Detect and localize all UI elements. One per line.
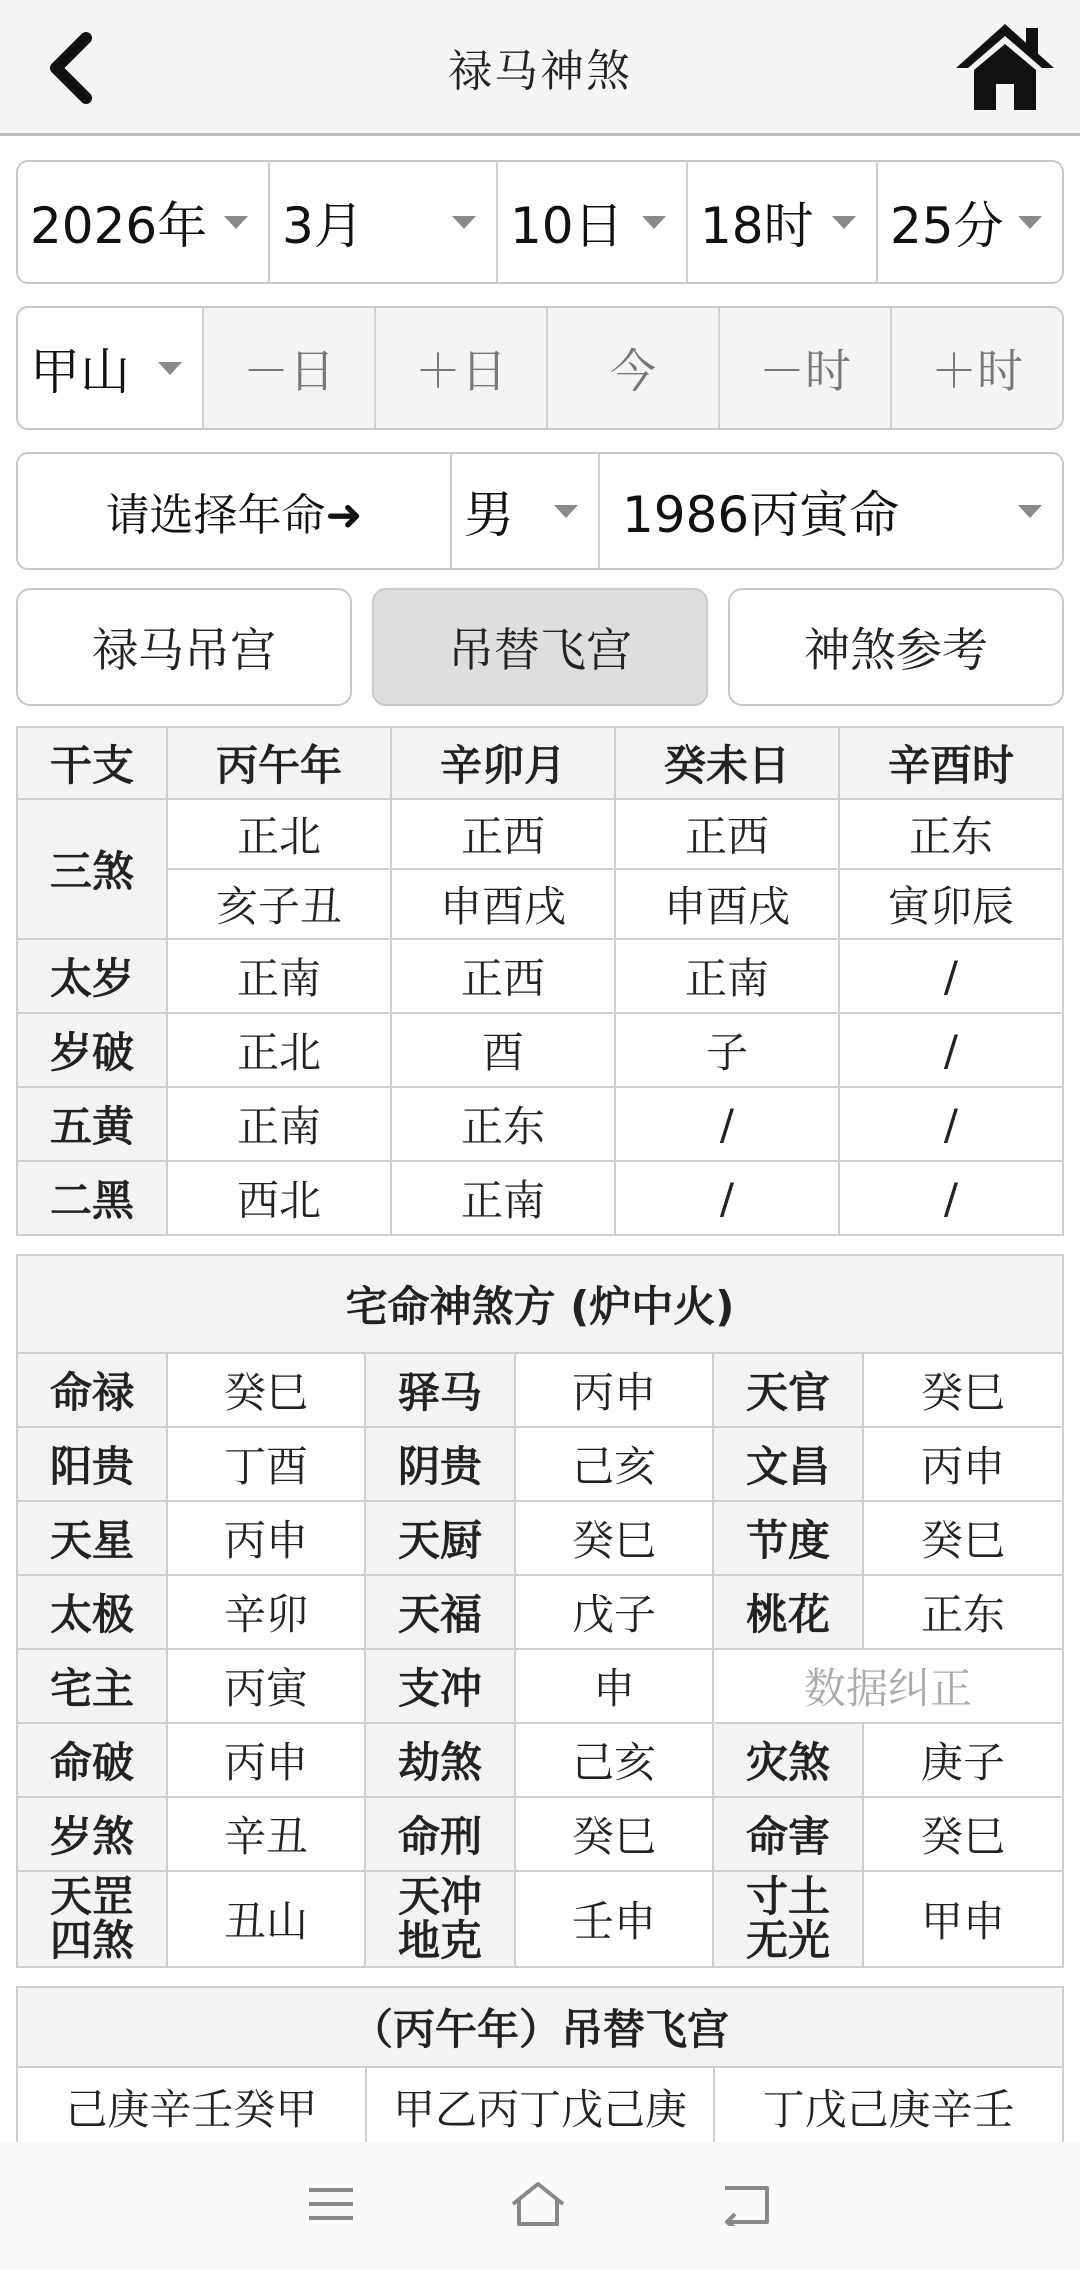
dropdown-arrow-icon (832, 216, 856, 229)
system-nav-bar (0, 2142, 1080, 2270)
table-cell: 壬申 (515, 1871, 713, 1967)
table-cell: 辛卯 (167, 1575, 365, 1649)
table-header: 辛酉时 (839, 727, 1063, 799)
back-nav-button[interactable] (721, 2182, 773, 2230)
row-label: 五黄 (17, 1087, 167, 1161)
table-cell: 申酉戌 (391, 869, 615, 939)
table-cell: 正西 (391, 799, 615, 869)
table-cell: / (839, 1161, 1063, 1235)
row-label: 命禄 (17, 1353, 167, 1427)
table-row (17, 799, 1063, 869)
table-cell: 癸巳 (515, 1501, 713, 1575)
year-life-value: 1986丙寅命 (622, 486, 900, 544)
table-cell: 己亥 (515, 1723, 713, 1797)
plus-hour-button[interactable]: ＋时 (892, 308, 1062, 428)
controls-row (16, 306, 1064, 430)
plus-day-button[interactable]: ＋日 (376, 308, 548, 428)
table-cell: 正南 (391, 1161, 615, 1235)
table-cell: 癸巳 (863, 1797, 1063, 1871)
table-row (17, 1427, 1063, 1501)
table-row (17, 1649, 1063, 1723)
label-line: 无光 (745, 1916, 830, 1965)
gender-value: 男 (464, 486, 514, 544)
dropdown-arrow-icon (158, 362, 182, 375)
table-row (17, 1575, 1063, 1649)
row-label: 天官 (713, 1353, 863, 1427)
label-line: 寸土 (745, 1872, 830, 1921)
tab-bar (16, 588, 1064, 706)
table-cell: 正东 (391, 1087, 615, 1161)
row-label: 岁煞 (17, 1797, 167, 1871)
table-row (17, 1255, 1063, 1353)
table-cell: 亥子丑 (167, 869, 391, 939)
row-label: 阴贵 (365, 1427, 515, 1501)
table-cell: / (615, 1087, 839, 1161)
row-label: 桃花 (713, 1575, 863, 1649)
table-row (17, 1987, 1063, 2067)
table-cell: 正西 (391, 939, 615, 1013)
data-correction-link[interactable]: 数据纠正 (713, 1649, 1063, 1723)
menu-icon (307, 2184, 355, 2224)
table-cell: 丁戊己庚辛壬 (714, 2067, 1063, 2147)
row-label: 命刑 (365, 1797, 515, 1871)
pillars-table (16, 726, 1064, 1236)
table-row (17, 1013, 1063, 1087)
table-cell: 正东 (863, 1575, 1063, 1649)
table-cell: 丙申 (863, 1427, 1063, 1501)
table-cell: / (839, 939, 1063, 1013)
tab-shensha[interactable]: 神煞参考 (728, 588, 1064, 706)
today-button[interactable]: 今 (548, 308, 720, 428)
table-cell: 癸巳 (167, 1353, 365, 1427)
table-cell: 癸巳 (863, 1353, 1063, 1427)
row-label: 灾煞 (713, 1723, 863, 1797)
row-label: 二黑 (17, 1161, 167, 1235)
table-cell: 丙申 (167, 1723, 365, 1797)
mountain-value: 甲山 (30, 343, 130, 401)
table-row (17, 1797, 1063, 1871)
life-prompt: 请选择年命➜ (18, 454, 452, 568)
minus-day-button[interactable]: －日 (204, 308, 376, 428)
table-cell: / (839, 1013, 1063, 1087)
table-header: 干支 (17, 727, 167, 799)
home-nav-button[interactable] (509, 2180, 567, 2232)
table-header: 丙午年 (167, 727, 391, 799)
month-value: 3月 (282, 197, 364, 255)
table-cell: 正南 (167, 939, 391, 1013)
table-cell: 西北 (167, 1161, 391, 1235)
row-label: 劫煞 (365, 1723, 515, 1797)
dropdown-arrow-icon (554, 505, 578, 518)
mountain-select[interactable] (18, 308, 204, 428)
table-cell: 甲乙丙丁戊己庚 (366, 2067, 715, 2147)
year-value: 2026年 (30, 197, 208, 255)
label-line: 地克 (397, 1916, 482, 1965)
dropdown-arrow-icon (1018, 216, 1042, 229)
table-row (17, 1501, 1063, 1575)
label-line: 天罡 (49, 1872, 134, 1921)
hour-value: 18时 (700, 197, 814, 255)
table-header: 癸未日 (615, 727, 839, 799)
section-title: 宅命神煞方 (炉中火) (17, 1255, 1063, 1353)
hour-select[interactable] (688, 162, 878, 282)
table-row (17, 2067, 1063, 2147)
table-cell: 丁酉 (167, 1427, 365, 1501)
dropdown-arrow-icon (224, 216, 248, 229)
table-cell: 正西 (615, 799, 839, 869)
table-cell: 辛丑 (167, 1797, 365, 1871)
table-header: 辛卯月 (391, 727, 615, 799)
table-row (17, 869, 1063, 939)
table-cell: / (615, 1161, 839, 1235)
row-label (17, 1871, 167, 1967)
table-cell: 正南 (167, 1087, 391, 1161)
menu-button[interactable] (307, 2184, 355, 2228)
label-line: 四煞 (49, 1916, 134, 1965)
row-label: 阳贵 (17, 1427, 167, 1501)
datetime-row (16, 160, 1064, 284)
row-label: 三煞 (17, 799, 167, 939)
table-cell: 丙申 (167, 1501, 365, 1575)
table-cell: 戊子 (515, 1575, 713, 1649)
section-title: （丙午年）吊替飞宫 (17, 1987, 1063, 2067)
row-label: 命破 (17, 1723, 167, 1797)
year-life-select[interactable] (600, 454, 1062, 568)
fly-palace-table (16, 1986, 1064, 2148)
row-label: 太岁 (17, 939, 167, 1013)
row-label (365, 1871, 515, 1967)
month-select[interactable] (270, 162, 498, 282)
row-label: 天福 (365, 1575, 515, 1649)
table-cell: 丙申 (515, 1353, 713, 1427)
row-label: 岁破 (17, 1013, 167, 1087)
chevron-left-icon (42, 30, 98, 106)
home-outline-icon (509, 2180, 567, 2228)
row-label: 节度 (713, 1501, 863, 1575)
table-row (17, 1723, 1063, 1797)
row-label (713, 1871, 863, 1967)
table-cell: 癸巳 (515, 1797, 713, 1871)
table-cell: 丑山 (167, 1871, 365, 1967)
table-cell: / (839, 1087, 1063, 1161)
table-cell: 庚子 (863, 1723, 1063, 1797)
life-row (16, 452, 1064, 570)
dropdown-arrow-icon (642, 216, 666, 229)
label-line: 天冲 (397, 1872, 482, 1921)
table-cell: 子 (615, 1013, 839, 1087)
minute-value: 25分 (890, 197, 1004, 255)
tab-luma[interactable]: 禄马吊宫 (16, 588, 352, 706)
table-cell: 正东 (839, 799, 1063, 869)
page-title: 禄马神煞 (448, 45, 632, 97)
table-cell: 甲申 (863, 1871, 1063, 1967)
table-cell: 申酉戌 (615, 869, 839, 939)
table-cell: 寅卯辰 (839, 869, 1063, 939)
gender-select[interactable] (452, 454, 600, 568)
table-row (17, 1161, 1063, 1235)
table-cell: 癸巳 (863, 1501, 1063, 1575)
dropdown-arrow-icon (1018, 505, 1042, 518)
table-cell: 己亥 (515, 1427, 713, 1501)
row-label: 驿马 (365, 1353, 515, 1427)
table-row (17, 939, 1063, 1013)
home-button[interactable] (952, 20, 1058, 114)
table-cell: 申 (515, 1649, 713, 1723)
back-button[interactable] (30, 26, 110, 110)
table-cell: 丙寅 (167, 1649, 365, 1723)
minus-hour-button[interactable]: －时 (720, 308, 892, 428)
table-cell: 正北 (167, 1013, 391, 1087)
table-cell: 正南 (615, 939, 839, 1013)
table-cell: 酉 (391, 1013, 615, 1087)
row-label: 支冲 (365, 1649, 515, 1723)
table-row (17, 1353, 1063, 1427)
row-label: 天厨 (365, 1501, 515, 1575)
row-label: 宅主 (17, 1649, 167, 1723)
day-value: 10日 (510, 197, 624, 255)
house-table (16, 1254, 1064, 1968)
minute-select[interactable] (878, 162, 1062, 282)
top-bar (0, 0, 1080, 136)
table-row (17, 727, 1063, 799)
table-cell: 己庚辛壬癸甲 (17, 2067, 366, 2147)
row-label: 文昌 (713, 1427, 863, 1501)
table-row (17, 1087, 1063, 1161)
dropdown-arrow-icon (452, 216, 476, 229)
tab-fly-palace[interactable]: 吊替飞宫 (372, 588, 708, 706)
row-label: 命害 (713, 1797, 863, 1871)
home-icon (952, 20, 1058, 114)
day-select[interactable] (498, 162, 688, 282)
table-row (17, 1871, 1063, 1967)
year-select[interactable] (18, 162, 270, 282)
row-label: 天星 (17, 1501, 167, 1575)
row-label: 太极 (17, 1575, 167, 1649)
back-icon (721, 2182, 773, 2226)
table-cell: 正北 (167, 799, 391, 869)
